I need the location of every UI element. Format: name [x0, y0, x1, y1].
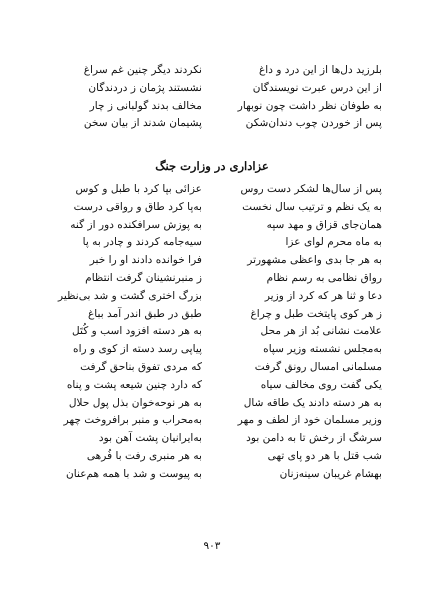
couplet [52, 341, 382, 359]
couplet [52, 181, 382, 199]
hemistich-second: پشیمان شدند از بیان سخن [83, 117, 202, 130]
hemistich-first: سرشگ از رخش تا به دامن بود [246, 432, 382, 445]
hemistich-second: که مردی تفوق بناحق گرفت [80, 360, 202, 373]
couplet [52, 412, 382, 430]
hemistich-first: از این درس عبرت نویسندگان [252, 81, 382, 94]
couplet [52, 199, 382, 217]
hemistich-second: نشستند پژمان ز دردندگان [88, 81, 202, 94]
hemistich-second: عزائی بپا کرد با طبل و کوس [75, 183, 202, 195]
hemistich-first: شب قتل با هر دو پای تهی [267, 449, 382, 462]
hemistich-first: مسلمانی امسال رونق گرفت [254, 360, 382, 373]
couplet [52, 115, 382, 133]
hemistich-second: به هر نوحه‌خوان بذل پول حلال [68, 396, 202, 409]
hemistich-second: که دارد چنین شیعه پشت و پناه [66, 378, 202, 391]
main-couplets [52, 181, 382, 484]
couplet [52, 217, 382, 235]
hemistich-first: وزیر مسلمان خود از لطف و مهر [237, 414, 382, 427]
page-number: ۹۰۳ [203, 540, 221, 552]
couplet [52, 306, 382, 324]
hemistich-first: همان‌جای قزاق و مهد سپه [266, 218, 382, 231]
hemistich-second: نکردند دیگر چنین غم سراغ [83, 64, 202, 76]
hemistich-first: دعا و ثنا هر که کرد از وزیر [264, 289, 382, 302]
couplet [52, 430, 382, 448]
hemistich-first: بلرزید دل‌ها از این درد و داغ [258, 64, 382, 76]
hemistich-first: پس از خوردن چوب دندان‌شکن [245, 117, 382, 130]
couplet [52, 234, 382, 252]
hemistich-first: به طوفان نظر داشت چون نوبهار [237, 99, 382, 112]
hemistich-first: به هر جا بدی واعظی مشهورتر [247, 254, 382, 267]
hemistich-first: رواق نظامی به رسم نظام [266, 271, 382, 284]
hemistich-first: به هر دسته دادند یک طاقه شال [243, 396, 382, 409]
opening-couplets [52, 62, 382, 133]
couplet [52, 377, 382, 395]
hemistich-first: به‌مجلس نشسته وزیر سپاه [263, 343, 382, 356]
hemistich-second: فرا خوانده دادند او را خبر [89, 254, 202, 267]
hemistich-second: بزرگ اختری گشت و شد بی‌نظیر [58, 289, 202, 302]
hemistich-second: طبق در طبق اندر آمد بباغ [87, 307, 202, 320]
hemistich-second: به پیوست و شد با همه هم‌عنان [65, 467, 202, 480]
hemistich-second: سیه‌جامه کردند و چادر به پا [82, 236, 202, 249]
hemistich-first: ز هر کوی پایتخت طبل و چراغ [250, 307, 382, 320]
hemistich-first: به یک نظم و ترتیب سال نخست [242, 200, 382, 213]
couplet [52, 288, 382, 306]
couplet [52, 466, 382, 484]
couplet [52, 395, 382, 413]
couplet [52, 252, 382, 270]
couplet [52, 448, 382, 466]
couplet [52, 270, 382, 288]
hemistich-first: بهشام غریبان سینه‌زنان [279, 467, 382, 480]
section-title: عزاداری در وزارت جنگ [155, 159, 269, 173]
couplet [52, 323, 382, 341]
hemistich-second: ز منبرنشینان گرفت انتظام [85, 271, 202, 284]
couplet [52, 62, 382, 80]
hemistich-second: پیاپی رسد دسته از کوی و راه [73, 343, 202, 356]
hemistich-second: به هر منبری رفت با فُرهی [86, 449, 202, 462]
hemistich-second: به هر دسته افزود اسب و کُتَل [71, 325, 202, 338]
couplet [52, 98, 382, 116]
couplet [52, 359, 382, 377]
hemistich-first: علامت نشانی بُد از هر محل [260, 325, 382, 338]
hemistich-second: مخالف بدند گولبانی ز چار [89, 99, 202, 112]
hemistich-second: به پوزش سرافکنده دور از گنه [70, 218, 202, 231]
hemistich-first: یکی گفت روی مخالف سیاه [260, 378, 382, 391]
hemistich-second: به‌ایرانیان پشت آهن بود [98, 432, 202, 445]
couplet [52, 80, 382, 98]
hemistich-first: به ماه محرم لوای عزا [285, 236, 382, 249]
hemistich-second: به‌محراب و منبر برافروخت چهر [63, 414, 202, 427]
hemistich-second: به‌پا کرد طاق و رواقی درست [73, 200, 202, 213]
hemistich-first: پس از سال‌ها لشکر دست روس [240, 183, 382, 195]
